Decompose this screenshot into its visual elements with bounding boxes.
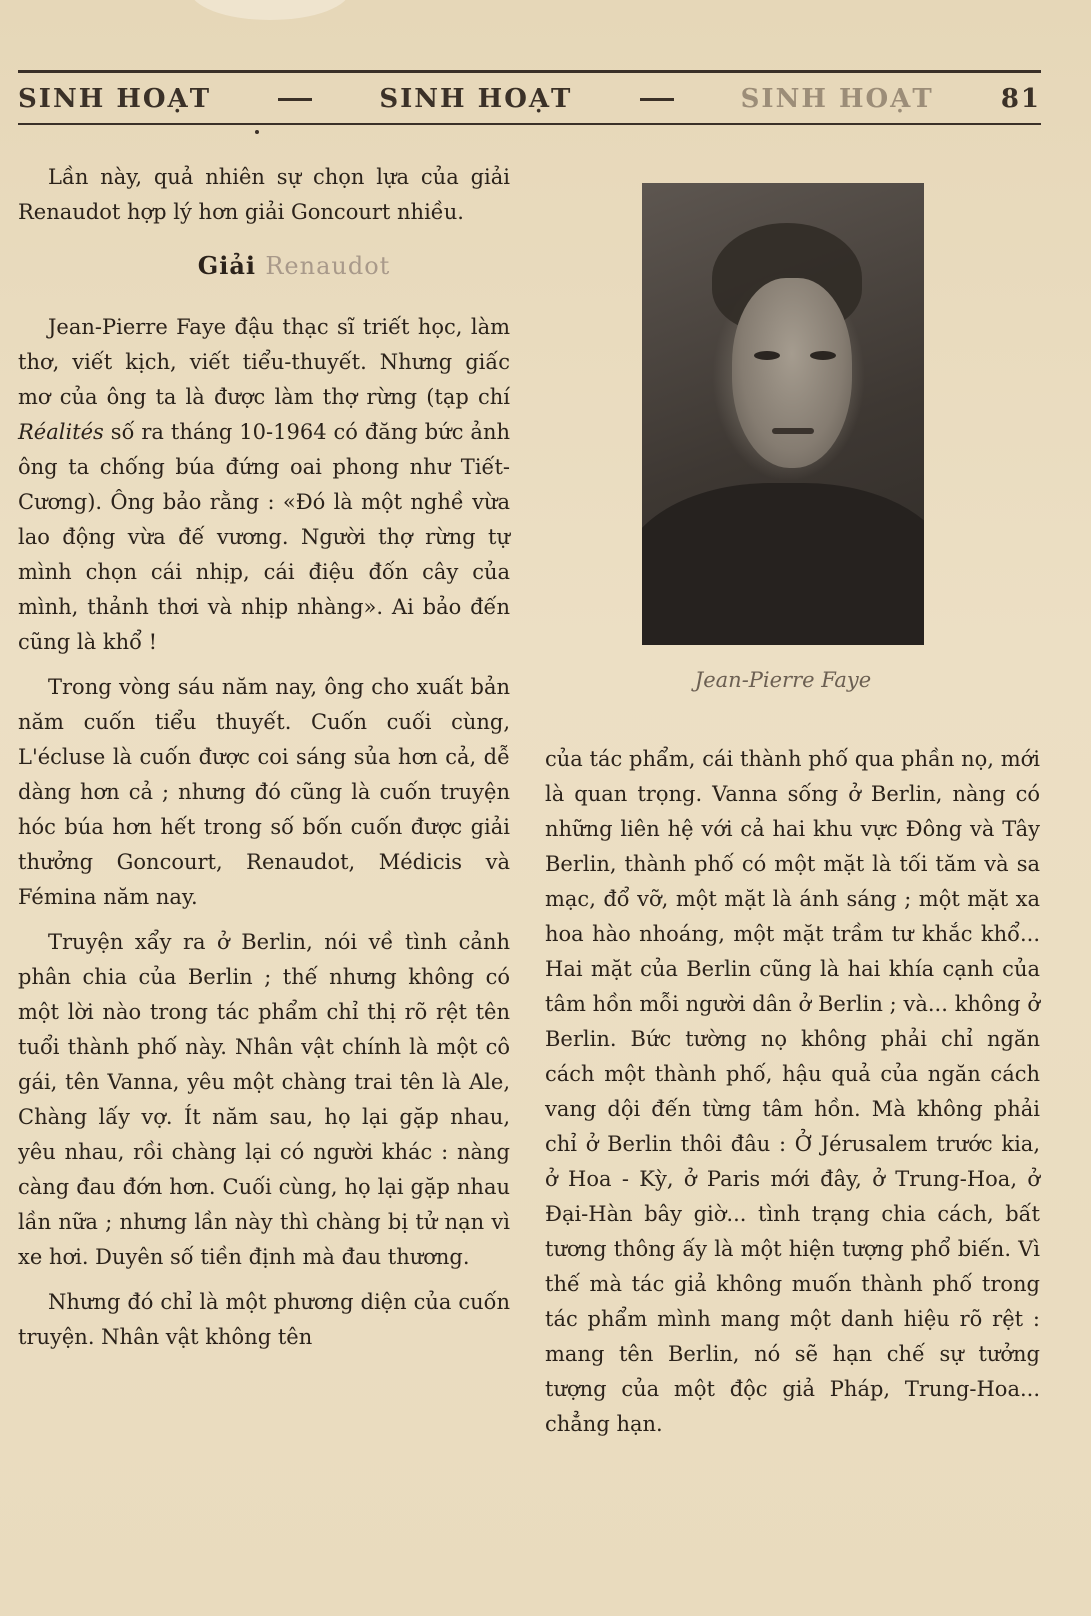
portrait-coat — [642, 483, 924, 645]
header-rule-top — [18, 70, 1041, 73]
paragraph: Nhưng đó chỉ là một phương diện của cuốn truyện. Nhân vật không tên — [18, 1290, 510, 1349]
paragraph-text: số ra tháng 10-1964 có đăng bức ảnh ông ta chống búa đứng oai phong như Tiết-Cương). Ông bảo rằng : «Đó là một nghề vừa lao động vừa đế vương. Người thợ rừng tự mình chọn cái nhịp, cái điệu đốn cây của mình, thảnh thơi và nhịp nhàng». Ai bảo đến cũng là khổ ! — [18, 420, 510, 654]
paragraph — [18, 310, 510, 660]
header-right-title: SINH HOẠT — [740, 84, 934, 114]
header-rule-bottom — [18, 123, 1041, 125]
photo-caption: Jean-Pierre Faye — [694, 668, 872, 692]
right-column — [545, 742, 1040, 1452]
portrait-mouth — [772, 428, 814, 434]
header-dash — [278, 98, 312, 101]
section-heading-bold: Giải — [197, 251, 256, 280]
ink-dot — [255, 130, 259, 134]
portrait-eye — [754, 351, 780, 360]
header-left-title: SINH HOẠT — [18, 84, 212, 114]
page-number: 81 — [1000, 84, 1041, 114]
paragraph: Trong vòng sáu năm nay, ông cho xuất bản năm cuốn tiểu thuyết. Cuốn cuối cùng, L'écluse là cuốn được coi sáng sủa hơn cả, dễ dàng hơn cả ; nhưng đó cũng là cuốn truyện hóc búa hơn hết trong số bốn cuốn được giải thưởng Goncourt, Renaudot, Médicis và Fémina năm nay. — [18, 675, 510, 909]
portrait-eye — [810, 351, 836, 360]
paragraph-text: Jean-Pierre Faye đậu thạc sĩ triết học, làm thơ, viết kịch, viết tiểu-thuyết. Nhưng giấc mơ của ông ta là được làm thợ rừng (tạp chí — [18, 315, 510, 409]
left-column — [18, 160, 510, 1365]
portrait-face — [732, 278, 852, 468]
portrait-image — [642, 183, 924, 645]
running-header — [18, 78, 1041, 120]
header-center-title: SINH HOẠT — [379, 84, 573, 114]
magazine-title: Réalités — [18, 420, 104, 444]
paragraph: Truyện xẩy ra ở Berlin, nói về tình cảnh phân chia của Berlin ; thế nhưng không có một lời nào trong tác phẩm chỉ thị rõ rệt tên tuổi thành phố này. Nhân vật chính là một cô gái, tên Vanna, yêu một chàng trai tên là Ale, Chàng lấy vợ. Ít năm sau, họ lại gặp nhau, yêu nhau, rồi chàng lại có người khác : nàng càng đau đớn hơn. Cuối cùng, họ lại gặp nhau lần nữa ; nhưng lần này thì chàng bị tử nạn vì xe hơi. Duyên số tiền định mà đau thương. — [18, 930, 510, 1269]
section-heading — [78, 248, 510, 284]
paper-stain — [190, 0, 350, 20]
paragraph: của tác phẩm, cái thành phố qua phần nọ, mới là quan trọng. Vanna sống ở Berlin, nàng có những liên hệ với cả hai khu vực Đông và Tây Berlin, thành phố có một mặt là tối tăm và sa mạc, đổ vỡ, một mặt là ánh sáng ; một mặt xa hoa hào nhoáng, một mặt trầm tư khắc khổ... Hai mặt của Berlin cũng là hai khía cạnh của tâm hồn mỗi người dân ở Berlin ; và... không ở Berlin. Bức tường nọ không phải chỉ ngăn cách một thành phố, hậu quả của ngăn cách vang dội đến từng tâm hồn. Mà không phải chỉ ở Berlin thôi đâu : Ở Jérusalem trước kia, ở Hoa - Kỳ, ở Paris mới đây, ở Trung-Hoa, ở Đại-Hàn bây giờ... tình trạng chia cách, bất tương thông ấy là một hiện tượng phổ biến. Vì thế mà tác giả không muốn thành phố trong tác phẩm mình mang một danh hiệu rõ rệt : mang tên Berlin, nó sẽ hạn chế sự tưởng tượng của một độc giả Pháp, Trung-Hoa... chẳng hạn. — [545, 747, 1040, 1436]
intro-paragraph: Lần này, quả nhiên sự chọn lựa của giải Renaudot hợp lý hơn giải Goncourt nhiều. — [18, 165, 510, 224]
header-dash — [640, 98, 674, 101]
section-heading-name: Renaudot — [265, 252, 391, 280]
portrait-photo — [642, 183, 924, 645]
